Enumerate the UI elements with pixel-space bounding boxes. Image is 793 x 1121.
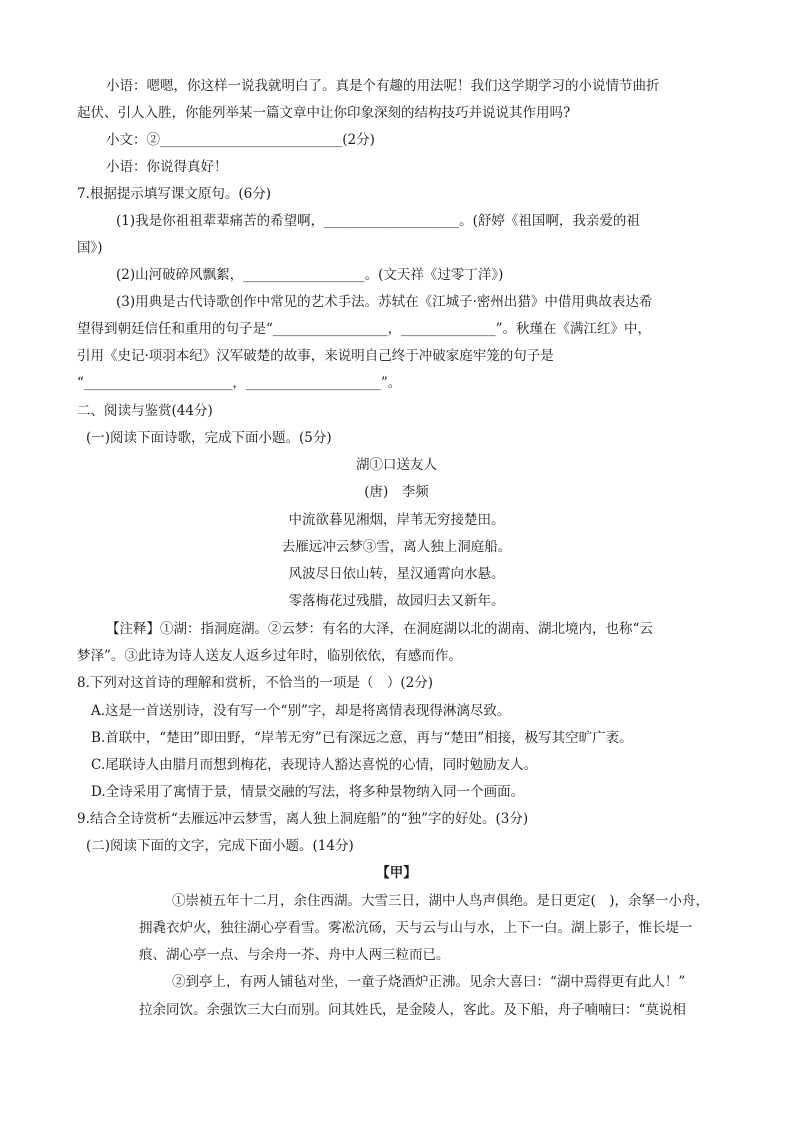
part-1-title: (一)阅读下面诗歌，完成下面小题。(5分) [86,430,332,446]
part-2-title: (二)阅读下面的文字，完成下面小题。(14分) [86,838,354,854]
question-8-title: 8.下列对这首诗的理解和赏析，不恰当的一项是（ ）(2分) [77,675,434,691]
passage-para-1-line-3: 痕、湖心亭一点、与余舟一芥、舟中人两三粒而已。 [139,947,450,963]
dialogue-xiaowen-answer: 小文：②___________________________(2分) [106,132,375,148]
passage-jia-heading: 【甲】 [376,865,417,881]
question-7-item-1: (1)我是你祖祖辈辈痛苦的希望啊，____________________。(舒婷《祖国啊，我亲爱的祖 [116,213,640,229]
question-7-item-3-line-4: “______________________，____________________”。 [77,375,402,391]
poem-author: (唐) 李频 [364,484,429,500]
section-2-title: 二、阅读与鉴赏(44分) [77,403,213,419]
dialogue-xiaoyu-reply: 小语：你说得真好！ [106,159,228,175]
poem-notes-line-2: 梦泽”。③此诗为诗人送友人返乡过年时，临别依依，有感而作。 [77,648,462,664]
poem-line-1: 中流欲暮见湘烟，岸苇无穷接楚田。 [288,512,505,528]
question-8-option-a: A.这是一首送别诗，没有写一个“别”字，却是将离情表现得淋漓尽致。 [91,703,511,719]
passage-para-1-line-1: ①崇祯五年十二月，余住西湖。大雪三日，湖中人鸟声俱绝。是日更定( )，余拏一小舟， [172,893,710,909]
question-7-item-1-cont: 国》) [77,240,103,256]
poem-title: 湖①口送友人 [356,457,437,473]
dialogue-xiaoyu-line-1: 小语：嗯嗯，你这样一说我就明白了。真是个有趣的用法呢！我们这学期学习的小说情节曲折 [106,78,660,94]
question-8-option-b: B.首联中，“楚田”即田野，“岸苇无穷”已有深远之意，再与“楚田”相接，极写其空旷广袤。 [91,730,633,746]
passage-para-1-line-2: 拥毳衣炉火，独往湖心亭看雪。雾凇沆砀，天与云与山与水，上下一白。湖上影子，惟长堤一 [139,920,693,936]
question-7-item-3: (3)用典是古代诗歌创作中常见的艺术手法。苏轼在《江城子·密州出猎》中借用典故表达希 [116,294,653,310]
dialogue-xiaoyu-line-2: 起伏、引人入胜，你能列举某一篇文章中让你印象深刻的结构技巧并说说其作用吗? [77,105,571,121]
poem-notes-line-1: 【注释】①湖：指洞庭湖。②云梦：有名的大泽，在洞庭湖以北的湖南、湖北境内，也称“云 [106,621,653,637]
question-8-option-d: D.全诗采用了寓情于景，情景交融的写法，将多种景物纳入同一个画面。 [91,784,525,800]
question-7-item-3-line-2: 望得到朝廷信任和重用的句子是“_________________，______________”。秋瑾在《满江红》中， [77,321,652,337]
question-7-item-2: (2)山河破碎风飘絮，__________________。(文天祥《过零丁洋》) [116,267,504,283]
passage-para-2-line-2: 拉余同饮。余强饮三大白而别。问其姓氏，是金陵人，客此。及下船，舟子喃喃曰：“莫说相 [139,1002,686,1018]
poem-line-4: 零落梅花过残腊，故园归去又新年。 [288,593,505,609]
question-8-option-c: C.尾联诗人由腊月而想到梅花，表现诗人豁达喜悦的心情，同时勉励友人。 [91,757,538,773]
question-7-title: 7.根据提示填写课文原句。(6分) [77,186,272,202]
poem-line-2: 去雁远冲云梦③雪，离人独上洞庭船。 [281,539,512,555]
question-7-item-3-line-3: 引用《史记·项羽本纪》汉军破楚的故事，来说明自己终于冲破家庭牢笼的句子是 [77,348,554,364]
passage-para-2-line-1: ②到亭上，有两人铺毡对坐，一童子烧酒炉正沸。见余大喜曰：“湖中焉得更有此人！” [172,974,686,990]
question-9-title: 9.结合全诗赏析“去雁远冲云梦雪，离人独上洞庭船”的“独”字的好处。(3分) [77,811,529,827]
poem-line-3: 风波尽日依山转，星汉通霄向水悬。 [288,566,505,582]
